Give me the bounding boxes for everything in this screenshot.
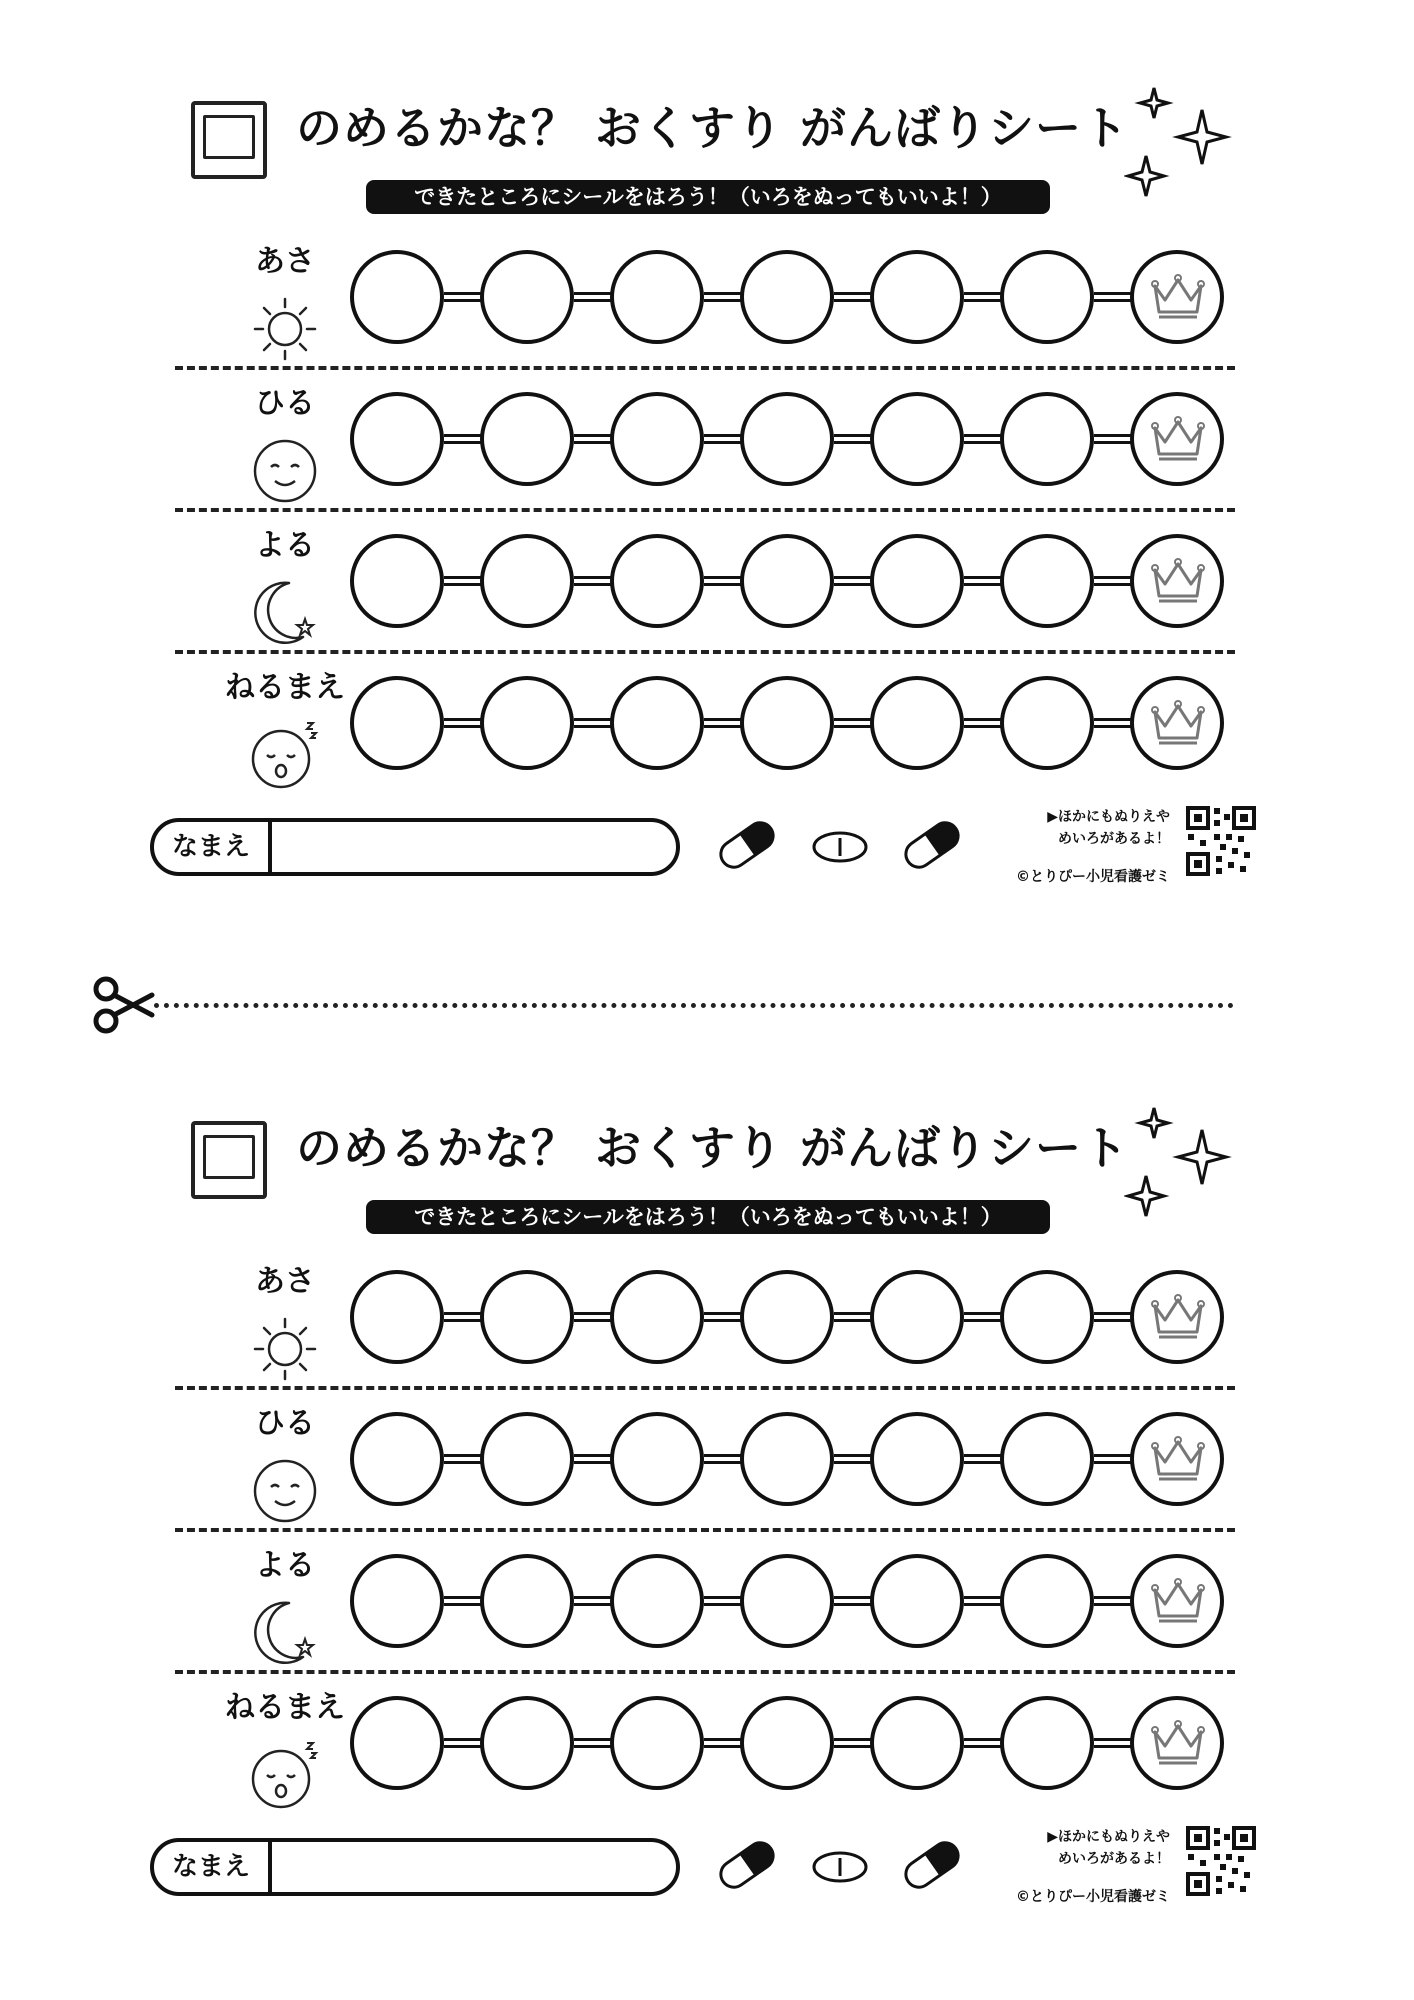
stamp-slot[interactable] [480, 1270, 574, 1364]
sheet-title: のめるかな？ おくすり がんばりシート [296, 1121, 1130, 1175]
stamp-slot[interactable] [1000, 534, 1094, 628]
name-label: なまえ [154, 822, 272, 872]
moon-star-icon [245, 1595, 325, 1670]
stamp-slot[interactable] [350, 1412, 444, 1506]
stamp-track [350, 1696, 1250, 1796]
sun-icon [245, 1311, 325, 1386]
qr-code-icon[interactable] [1186, 806, 1256, 876]
stamp-slot[interactable] [1000, 1412, 1094, 1506]
row-divider [175, 1528, 1235, 1532]
row-label: よる [255, 1548, 315, 1583]
goal-slot[interactable] [1130, 1696, 1224, 1790]
row-label: ひる [255, 386, 315, 421]
more-info-text [1010, 1826, 1170, 1870]
crown-icon [1149, 698, 1207, 748]
row-noon [0, 1398, 1414, 1540]
stamp-slot[interactable] [610, 1270, 704, 1364]
stamp-slot[interactable] [350, 1696, 444, 1790]
goal-slot[interactable] [1130, 250, 1224, 344]
medicine-sheet-bottom [0, 1020, 1414, 1920]
sleeping-face-icon [245, 717, 325, 792]
row-label: あさ [255, 1264, 315, 1299]
stamp-track [350, 1412, 1250, 1512]
stamp-slot[interactable] [350, 1270, 444, 1364]
stamp-slot[interactable] [740, 250, 834, 344]
moon-star-icon [245, 575, 325, 650]
sheet-subtitle: できたところにシールをはろう！（いろをぬってもいいよ！） [366, 180, 1050, 214]
row-morning [0, 236, 1414, 378]
row-divider [175, 1386, 1235, 1390]
stamp-slot[interactable] [350, 534, 444, 628]
stamp-slot[interactable] [480, 534, 574, 628]
stamp-slot[interactable] [740, 1696, 834, 1790]
medicine-sheet-top [0, 0, 1414, 900]
stamp-slot[interactable] [1000, 1554, 1094, 1648]
sheet-title: のめるかな？ おくすり がんばりシート [296, 101, 1130, 155]
stamp-slot[interactable] [1000, 250, 1094, 344]
stamp-slot[interactable] [1000, 1696, 1094, 1790]
stamp-slot[interactable] [740, 1554, 834, 1648]
stamp-slot[interactable] [1000, 676, 1094, 770]
stamp-slot[interactable] [350, 250, 444, 344]
info-line: ▶ほかにもぬりえや [1047, 1829, 1170, 1845]
cut-dotted-line [154, 1003, 1234, 1008]
capsule-icon [716, 818, 778, 873]
stamp-slot[interactable] [740, 676, 834, 770]
stamp-slot[interactable] [350, 392, 444, 486]
capsule-icon [901, 818, 963, 873]
stamp-slot[interactable] [870, 676, 964, 770]
info-line: めいろがあるよ！ [1058, 831, 1170, 847]
goal-slot[interactable] [1130, 1412, 1224, 1506]
stamp-slot[interactable] [870, 1696, 964, 1790]
crown-icon [1149, 1718, 1207, 1768]
row-divider [175, 1670, 1235, 1674]
info-line: めいろがあるよ！ [1058, 1851, 1170, 1867]
row-bedtime [0, 1682, 1414, 1824]
row-divider [175, 650, 1235, 654]
goal-slot[interactable] [1130, 392, 1224, 486]
stamp-slot[interactable] [480, 250, 574, 344]
info-line: ▶ほかにもぬりえや [1047, 809, 1170, 825]
medicine-icons [712, 1830, 972, 1900]
row-bedtime [0, 662, 1414, 804]
stamp-slot[interactable] [480, 392, 574, 486]
stamp-slot[interactable] [610, 392, 704, 486]
stamp-slot[interactable] [610, 1554, 704, 1648]
more-info-text [1010, 806, 1170, 850]
row-label: ねるまえ [225, 1690, 345, 1725]
copyright: ©とりぴー小児看護ゼミ [1016, 869, 1170, 885]
smiling-sun-icon [245, 433, 325, 508]
name-field[interactable] [150, 1838, 680, 1896]
checkbox[interactable] [191, 101, 267, 179]
goal-slot[interactable] [1130, 676, 1224, 770]
sparkles-icon [1124, 1100, 1234, 1220]
row-morning [0, 1256, 1414, 1398]
stamp-track [350, 1554, 1250, 1654]
tablet-icon [814, 833, 866, 861]
stamp-slot[interactable] [610, 1412, 704, 1506]
stamp-slot[interactable] [350, 1554, 444, 1648]
name-field[interactable] [150, 818, 680, 876]
stamp-slot[interactable] [740, 392, 834, 486]
stamp-slot[interactable] [870, 250, 964, 344]
stamp-track [350, 1270, 1250, 1370]
sun-icon [245, 291, 325, 366]
stamp-slot[interactable] [610, 534, 704, 628]
row-label: あさ [255, 244, 315, 279]
qr-code-icon[interactable] [1186, 1826, 1256, 1896]
stamp-slot[interactable] [870, 534, 964, 628]
stamp-slot[interactable] [480, 1696, 574, 1790]
smiling-sun-icon [245, 1453, 325, 1528]
checkbox[interactable] [191, 1121, 267, 1199]
stamp-slot[interactable] [1000, 392, 1094, 486]
row-label: ひる [255, 1406, 315, 1441]
row-divider [175, 366, 1235, 370]
crown-icon [1149, 1576, 1207, 1626]
sleeping-face-icon [245, 1737, 325, 1812]
crown-icon [1149, 1434, 1207, 1484]
stamp-slot[interactable] [870, 1270, 964, 1364]
row-night [0, 520, 1414, 662]
stamp-track [350, 534, 1250, 634]
stamp-slot[interactable] [740, 534, 834, 628]
stamp-slot[interactable] [870, 392, 964, 486]
stamp-slot[interactable] [610, 676, 704, 770]
medicine-icons [712, 810, 972, 880]
stamp-slot[interactable] [350, 676, 444, 770]
row-label: ねるまえ [225, 670, 345, 705]
copyright: ©とりぴー小児看護ゼミ [1016, 1889, 1170, 1905]
row-night [0, 1540, 1414, 1682]
row-label: よる [255, 528, 315, 563]
sheet-subtitle: できたところにシールをはろう！（いろをぬってもいいよ！） [366, 1200, 1050, 1234]
name-label: なまえ [154, 1842, 272, 1892]
stamp-slot[interactable] [740, 1270, 834, 1364]
row-noon [0, 378, 1414, 520]
stamp-slot[interactable] [1000, 1270, 1094, 1364]
stamp-slot[interactable] [610, 1696, 704, 1790]
crown-icon [1149, 414, 1207, 464]
stamp-slot[interactable] [480, 1412, 574, 1506]
stamp-slot[interactable] [480, 1554, 574, 1648]
sparkles-icon [1124, 80, 1234, 200]
stamp-track [350, 392, 1250, 492]
stamp-slot[interactable] [870, 1554, 964, 1648]
tablet-icon [814, 1853, 866, 1881]
stamp-slot[interactable] [740, 1412, 834, 1506]
goal-slot[interactable] [1130, 1270, 1224, 1364]
stamp-slot[interactable] [480, 676, 574, 770]
capsule-icon [901, 1838, 963, 1893]
crown-icon [1149, 1292, 1207, 1342]
goal-slot[interactable] [1130, 1554, 1224, 1648]
stamp-slot[interactable] [870, 1412, 964, 1506]
row-divider [175, 508, 1235, 512]
crown-icon [1149, 556, 1207, 606]
goal-slot[interactable] [1130, 534, 1224, 628]
stamp-track [350, 250, 1250, 350]
stamp-slot[interactable] [610, 250, 704, 344]
stamp-track [350, 676, 1250, 776]
crown-icon [1149, 272, 1207, 322]
capsule-icon [716, 1838, 778, 1893]
